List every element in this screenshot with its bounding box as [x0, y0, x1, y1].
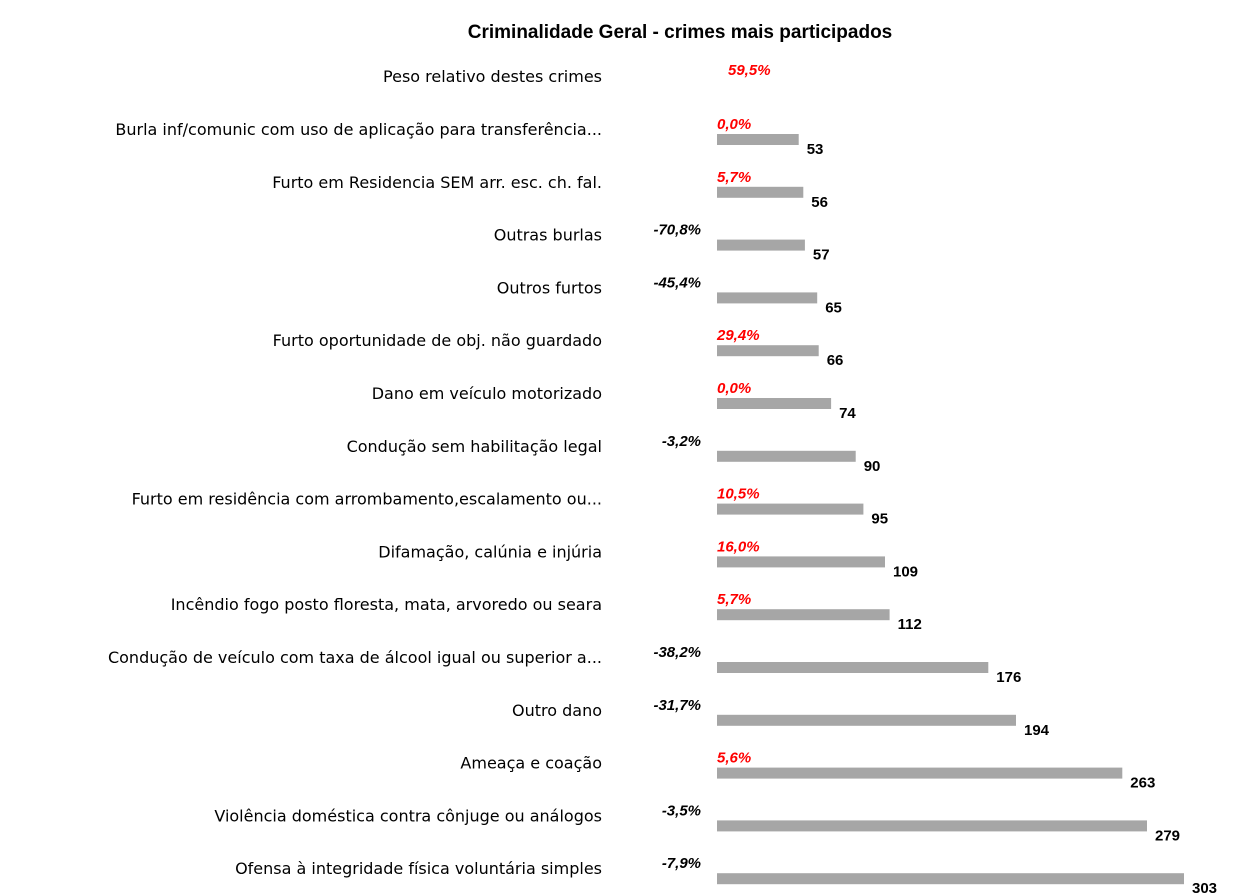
value-label: 56	[811, 193, 828, 211]
category-label: Outros furtos	[496, 278, 602, 298]
value-label: 279	[1155, 827, 1181, 845]
value-label: 90	[863, 457, 881, 475]
percent-change-label: 5,7%	[717, 591, 752, 609]
bar	[717, 240, 805, 251]
category-label: Burla inf/comunic com uso de aplicação para transferência...	[115, 120, 602, 139]
bar	[717, 768, 1122, 779]
category-label: Furto oportunidade de obj. não guardado	[272, 331, 602, 351]
category-label: Furto em Residencia SEM arr. esc. ch. fal.	[272, 172, 602, 192]
percent-change-label: 29,4%	[717, 327, 760, 345]
category-label: Violência doméstica contra cônjuge ou análogos	[214, 806, 602, 826]
value-label: 53	[806, 141, 824, 158]
value-label: 263	[1130, 774, 1156, 792]
bar	[717, 504, 863, 515]
percent-change-label: 0,0%	[717, 116, 752, 133]
percent-change-label: -3,2%	[661, 432, 701, 450]
summary-row-label: Peso relativo destes crimes	[383, 67, 602, 86]
bar	[717, 662, 988, 673]
value-label: 57	[812, 246, 830, 264]
summary-row-percent: 59,5%	[728, 62, 771, 79]
percent-change-label: -3,5%	[661, 802, 701, 820]
bar	[717, 398, 831, 409]
value-label: 112	[897, 616, 922, 634]
bar	[717, 556, 885, 567]
value-label: 74	[839, 405, 856, 422]
category-label: Dano em veículo motorizado	[371, 384, 602, 403]
percent-change-label: -7,9%	[661, 855, 701, 873]
bar	[717, 873, 1184, 884]
bar	[717, 345, 819, 356]
percent-change-label: 5,6%	[717, 749, 752, 767]
value-label: 109	[893, 563, 919, 581]
category-label: Incêndio fogo posto floresta, mata, arvoredo ou seara	[170, 595, 602, 615]
category-label: Ameaça e coação	[460, 753, 602, 773]
bar	[717, 715, 1016, 726]
value-label: 65	[825, 299, 842, 317]
percent-change-label: -45,4%	[653, 274, 701, 292]
category-label: Ofensa à integridade física voluntária simples	[235, 859, 602, 879]
bar	[717, 134, 799, 145]
category-label: Outro dano	[512, 700, 602, 720]
category-label: Condução sem habilitação legal	[346, 436, 602, 456]
percent-change-label: -38,2%	[653, 644, 701, 661]
bar	[717, 292, 817, 303]
percent-change-label: 10,5%	[717, 485, 760, 503]
value-label: 176	[996, 669, 1022, 686]
chart-rows	[108, 116, 1217, 894]
percent-change-label: 16,0%	[717, 538, 760, 556]
category-label: Difamação, calúnia e injúria	[378, 542, 602, 562]
percent-change-label: 0,0%	[717, 380, 752, 397]
value-label: 303	[1192, 880, 1218, 894]
bar	[717, 451, 856, 462]
percent-change-label: 5,7%	[717, 168, 752, 186]
percent-change-label: -31,7%	[653, 696, 701, 714]
bar	[717, 609, 890, 620]
category-label: Outras burlas	[493, 225, 602, 245]
category-label: Condução de veículo com taxa de álcool igual ou superior a...	[107, 648, 602, 667]
chart-title: Criminalidade Geral - crimes mais participados	[467, 22, 893, 43]
category-label: Furto em residência com arrombamento,escalamento ou...	[131, 489, 602, 509]
value-label: 66	[826, 352, 844, 370]
percent-change-label: -70,8%	[653, 221, 701, 239]
bar	[717, 187, 803, 198]
value-label: 95	[871, 510, 889, 528]
bar	[717, 820, 1147, 831]
value-label: 194	[1024, 721, 1050, 739]
